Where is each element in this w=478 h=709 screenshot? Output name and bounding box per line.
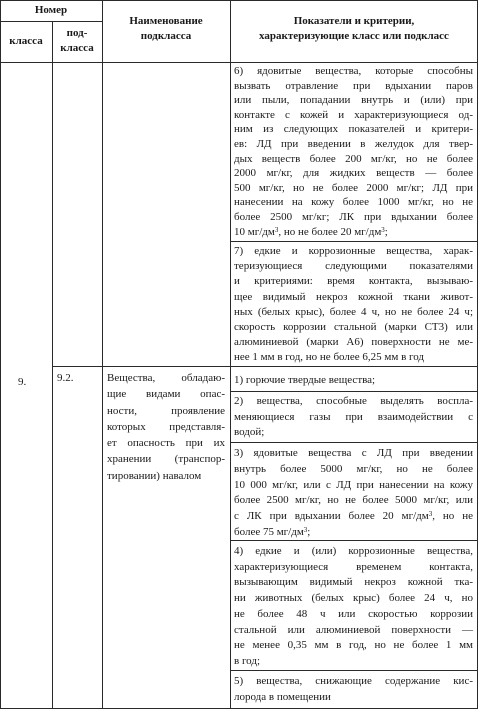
row-divider xyxy=(230,241,478,242)
criteria-cell xyxy=(234,64,473,239)
subclass-name-line: ет опасность при их xyxy=(107,437,225,450)
criteria-line: 7) едкие и коррозионные вещества, харак- xyxy=(234,245,473,257)
subclass-name-line: ности, проявление xyxy=(107,404,225,417)
criteria-line: не более 48 ч или скоростью коррозии xyxy=(234,607,473,620)
criteria-line: вызвать отравление при вдыхании паров xyxy=(234,79,473,92)
criteria-line: 10 000 мг/кг, или с ЛД при нанесении на кожу xyxy=(234,478,473,491)
criteria-cell xyxy=(234,244,473,366)
criteria-line: не менее 0,35 мм в год, но не более 1 мм xyxy=(234,639,473,652)
column-divider xyxy=(102,0,103,709)
subclass-name-line: хранении (транспор- xyxy=(107,453,225,466)
header-name-line: Наименование xyxy=(129,15,203,27)
subclass-name-line: которых представля- xyxy=(107,420,225,433)
criteria-line: ев: ЛД при введении в желудок для твер- xyxy=(234,137,473,150)
criteria-line: 4) едкие и (или) коррозионные вещества, xyxy=(234,545,473,557)
criteria-line: 2000 мг/кг, для жидких веществ — более xyxy=(234,167,473,180)
criteria-line: скорость коррозии стальной (марки СТ3) или xyxy=(234,321,473,334)
header-bottom-line xyxy=(0,62,478,63)
header-subclass-line: под- xyxy=(66,27,88,39)
criteria-line: стальной или алюминиевой поверхности — xyxy=(234,623,473,636)
header-subdivider xyxy=(0,21,102,22)
subclass-name xyxy=(107,370,225,484)
subclass-name-line: Вещества, обладаю- xyxy=(107,372,225,384)
criteria-line: и критериями: время контакта, вызываю- xyxy=(234,275,473,288)
criteria-line: более 2500 мг/кг; ЛК при вдыхании более xyxy=(234,210,473,223)
criteria-line: ни животных (белых крыс) более 24 ч, но xyxy=(234,592,473,605)
criteria-line: характеризующиеся временем контакта, xyxy=(234,560,473,573)
row-divider xyxy=(230,442,478,443)
header-class: класса xyxy=(9,35,43,47)
header-number: Номер xyxy=(34,4,68,16)
criteria-line: алюминиевой (марки А6) поверхности не ме- xyxy=(234,336,473,349)
header-criteria-line: Показатели и критерии, xyxy=(293,15,415,27)
criteria-line: контакте с кожей и характеризующиеся од- xyxy=(234,108,473,121)
row-divider xyxy=(230,391,478,392)
subclass-number: 9.2. xyxy=(57,372,74,384)
criteria-line: 5) вещества, снижающие содержание кис- xyxy=(234,675,473,687)
criteria-line: ним из следующих показателей и критери- xyxy=(234,123,473,136)
column-divider xyxy=(230,0,231,709)
class-number: 9. xyxy=(18,376,27,388)
header-subclass xyxy=(52,26,102,56)
criteria-line: нее 1 мм в год, но не более 6,25 мм в год xyxy=(234,351,425,364)
criteria-line: дых веществ более 200 мг/кг, но не более xyxy=(234,152,473,165)
header-criteria xyxy=(230,14,478,44)
criteria-line: водой; xyxy=(234,426,265,439)
criteria-line: меняющиеся газы при взаимодействии с xyxy=(234,410,473,423)
criteria-line: лорода в помещении xyxy=(234,690,331,703)
header-subclass-name xyxy=(102,14,230,44)
criteria-line: 2) вещества, способные выделять воспла- xyxy=(234,395,473,407)
criteria-line: 500 мг/кг, но не более 2000 мг/кг; ЛД при xyxy=(234,181,473,194)
criteria-line: более 75 $мг/дм^3$; xyxy=(234,525,311,538)
criteria-line: теризующиеся следующими показателями xyxy=(234,260,473,273)
criteria-cell xyxy=(234,446,473,541)
header-name-line: подкласса xyxy=(140,30,192,42)
criteria-line: щее видимый некроз кожной ткани живот- xyxy=(234,290,473,303)
subclass-divider xyxy=(52,366,478,367)
criteria-line: или пыли, попадании внутрь и (или) при xyxy=(234,94,473,107)
criteria-line: 1) горючие твердые вещества; xyxy=(234,374,376,386)
criteria-line: в год; xyxy=(234,654,261,667)
subclass-name-line: тировании) навалом xyxy=(107,469,202,482)
criteria-line: 6) ядовитые вещества, которые способны xyxy=(234,65,473,77)
table-border-top xyxy=(0,0,478,1)
criteria-line: 10 $мг/дм^3$, но не более 20 $мг/дм^3$; xyxy=(234,225,388,238)
column-divider xyxy=(52,21,53,709)
criteria-line: более 2500 мг/кг, но не более 5000 мг/кг, или xyxy=(234,494,473,507)
criteria-cell xyxy=(234,674,473,706)
header-subclass-line: класса xyxy=(60,42,94,54)
criteria-cell xyxy=(234,372,473,388)
criteria-line: 3) ядовитые вещества с ЛД при введении xyxy=(234,447,473,459)
table-border-left xyxy=(0,0,1,709)
criteria-line: нанесении на кожу более 1000 мг/кг, но не xyxy=(234,196,473,209)
criteria-cell xyxy=(234,394,473,441)
row-divider xyxy=(230,670,478,671)
criteria-line: вызывающим видимый некроз кожной тка- xyxy=(234,576,473,589)
criteria-line: ных (белых крыс), более 4 ч, но не более 24 ч; xyxy=(234,305,473,318)
criteria-line: с ЛК при вдыхании более 20 $мг/дм^3$, но не xyxy=(234,510,473,523)
header-criteria-line: характеризующие класс или подкласс xyxy=(259,30,449,42)
criteria-cell xyxy=(234,544,473,670)
subclass-name-line: щие видами опас- xyxy=(107,388,225,401)
criteria-line: внутрь более 5000 мг/кг, но не более xyxy=(234,462,473,475)
